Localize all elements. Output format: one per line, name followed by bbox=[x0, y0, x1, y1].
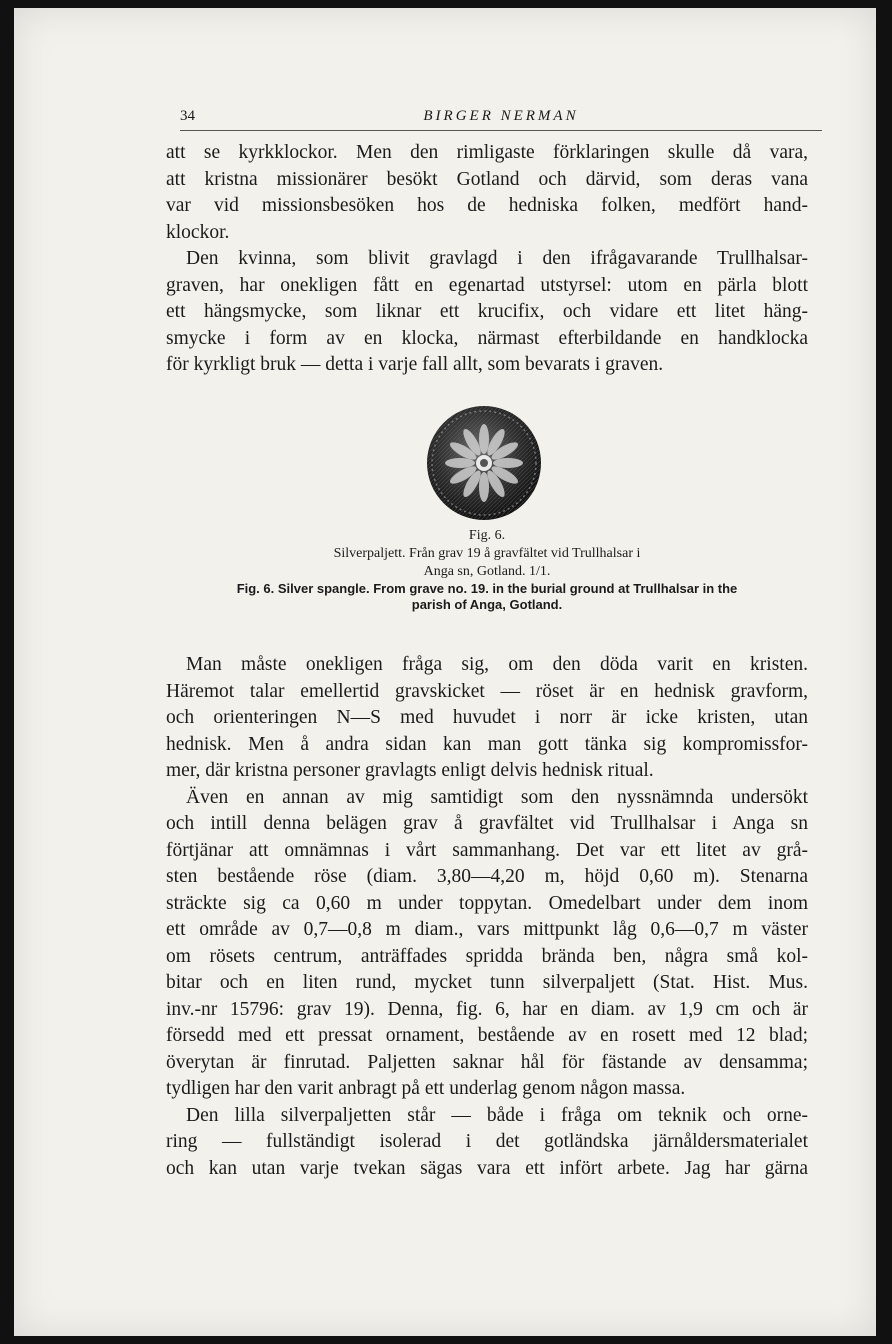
caption-swedish-line-1: Silverpaljett. Från grav 19 å gravfältet vid Trullhalsar i bbox=[333, 546, 641, 561]
paragraph-1-line-2: att kristna missionärer besökt Gotland och därvid, som deras vana bbox=[166, 168, 808, 190]
caption-swedish-line-2 bbox=[166, 563, 808, 581]
body-text-top bbox=[166, 140, 808, 379]
silver-spangle-rosette-image bbox=[425, 404, 543, 522]
running-head: BIRGER NERMAN bbox=[423, 108, 579, 124]
paragraph-4-line-4: sten bestående röse (diam. 3,80—4,20 m, höjd 0,60 m). Stenarna bbox=[166, 866, 808, 887]
paragraph-1-line-1: att se kyrkklockor. Men den rimligaste förklaringen skulle då vara, bbox=[166, 142, 808, 163]
paragraph-4-line-1: Även en annan av mig samtidigt som den nyssnämnda undersökt bbox=[186, 786, 808, 808]
paragraph-4-line-8: bitar och en liten rund, mycket tunn silverpaljett (Stat. Hist. Mus. bbox=[166, 972, 808, 993]
paragraph-2-line-3: ett hängsmycke, som liknar ett krucifix, och vidare ett litet häng- bbox=[166, 301, 808, 322]
paragraph-3-line-2: Häremot talar emellertid gravskicket — röset är en hednisk gravform, bbox=[166, 680, 808, 702]
page-header bbox=[180, 108, 822, 131]
paragraph-3-line-4: hednisk. Men å andra sidan kan man gott tänka sig kompromissfor- bbox=[166, 733, 808, 755]
body-text-bottom bbox=[166, 652, 808, 1182]
paragraph-1-line-4: klockor. bbox=[166, 221, 230, 243]
paragraph-4-line-6: ett område av 0,7—0,8 m diam., vars mittpunkt låg 0,6—0,7 m väster bbox=[166, 919, 808, 940]
paragraph-5-line-1: Den lilla silverpaljetten står — både i fråga om teknik och orne- bbox=[186, 1104, 808, 1126]
paragraph-4-line-9: inv.-nr 15796: grav 19). Denna, fig. 6, har en diam. av 1,9 cm och är bbox=[166, 998, 808, 1020]
paragraph-2-line-1: Den kvinna, som blivit gravlagd i den ifrågavarande Trullhalsar- bbox=[186, 248, 808, 269]
caption-swedish-place: Anga sn, Gotland. bbox=[423, 564, 526, 579]
page-number: 34 bbox=[180, 108, 195, 124]
paragraph-1-line-3: var vid missionsbesöken hos de hedniska folken, medfört hand- bbox=[166, 195, 808, 216]
paragraph-3-line-5: mer, där kristna personer gravlagts enligt delvis hednisk ritual. bbox=[166, 760, 654, 781]
figure-label: Fig. 6. bbox=[468, 528, 506, 543]
paragraph-4-line-3: förtjänar att omnämnas i vårt sammanhang. Det var ett litet av grå- bbox=[166, 839, 808, 861]
paragraph-4-line-11: överytan är finrutad. Paljetten saknar hål för fästande av densamma; bbox=[166, 1051, 808, 1073]
paragraph-2-line-5: för kyrkligt bruk — detta i varje fall allt, som bevarats i graven. bbox=[166, 354, 664, 375]
paragraph-4-line-5: sträckte sig ca 0,60 m under toppytan. Omedelbart under dem inom bbox=[166, 892, 808, 914]
caption-scale: 1/1. bbox=[529, 564, 551, 579]
paragraph-4-line-10: försedd med ett pressat ornament, bestående av en rosett med 12 blad; bbox=[166, 1025, 808, 1046]
caption-english-line-1: Fig. 6. Silver spangle. From grave no. 19. in the burial ground at Trullhalsar in the bbox=[236, 581, 738, 596]
paragraph-4-line-7: om rösets centrum, anträffades spridda brända ben, några små kol- bbox=[166, 945, 808, 967]
caption-english-line-2: parish of Anga, Gotland. bbox=[411, 597, 563, 612]
paragraph-5-line-2: ring — fullständigt isolerad i det gotländska järnåldersmaterialet bbox=[166, 1131, 808, 1152]
paragraph-2-line-4: smycke i form av en klocka, närmast efterbildande en handklocka bbox=[166, 327, 808, 349]
paragraph-4-line-2: och intill denna belägen grav å gravfältet vid Trullhalsar i Anga sn bbox=[166, 813, 808, 834]
paragraph-3-line-3: och orienteringen N—S med huvudet i norr är icke kristen, utan bbox=[166, 707, 808, 728]
paragraph-3-line-1: Man måste onekligen fråga sig, om den döda varit en kristen. bbox=[186, 654, 808, 675]
paragraph-4-line-12: tydligen har den varit anbragt på ett underlag genom någon massa. bbox=[166, 1078, 686, 1099]
paragraph-5-line-3: och kan utan varje tvekan sägas vara ett infört arbete. Jag har gärna bbox=[166, 1157, 808, 1179]
paragraph-2-line-2: graven, har onekligen fått en egenartad utstyrsel: utom en pärla blott bbox=[166, 274, 808, 296]
figure-caption bbox=[166, 527, 808, 613]
